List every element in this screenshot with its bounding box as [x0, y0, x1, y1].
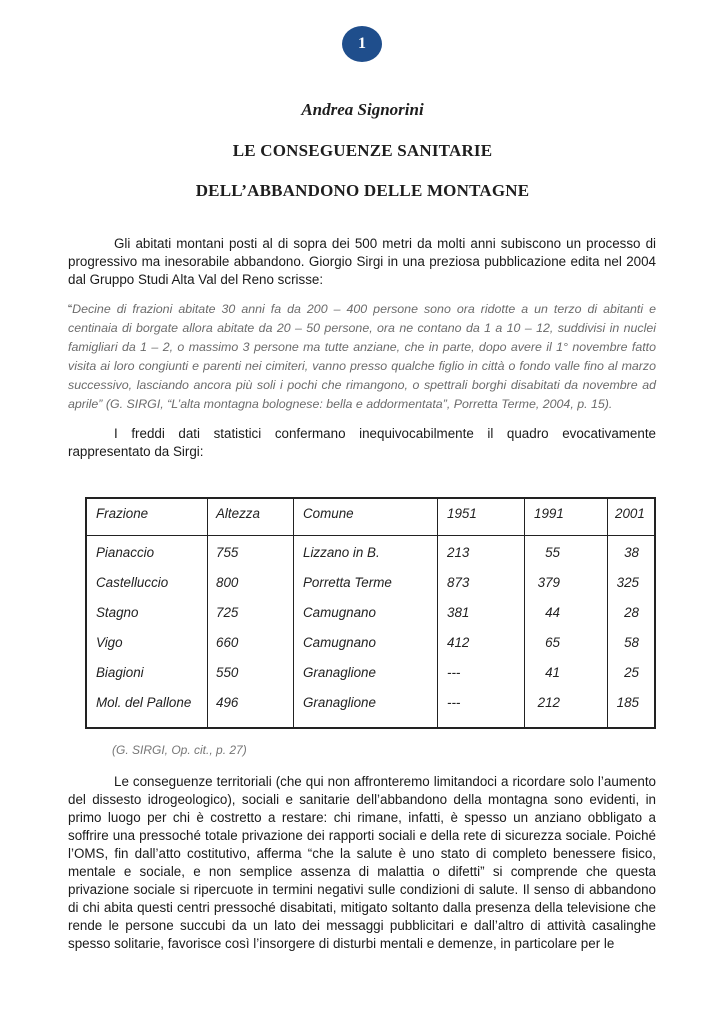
cell-comune: Granaglione — [303, 665, 376, 680]
sirgi-quote — [68, 300, 656, 414]
cell-frazione: Vigo — [96, 635, 123, 650]
cell-1951: --- — [447, 695, 461, 710]
cell-1951: 873 — [447, 575, 470, 590]
cell-1951: 381 — [447, 605, 470, 620]
table-column-divider — [293, 499, 294, 727]
table-caption: (G. SIRGI, Op. cit., p. 27) — [112, 743, 247, 757]
cell-2001: 28 — [624, 605, 639, 620]
table-column-divider — [437, 499, 438, 727]
cell-frazione: Mol. del Pallone — [96, 695, 192, 710]
cell-2001: 58 — [624, 635, 639, 650]
cell-2001: 185 — [616, 695, 639, 710]
cell-altezza: 496 — [216, 695, 239, 710]
table-column-divider — [607, 499, 608, 727]
cell-1991: 41 — [545, 665, 560, 680]
intro-paragraph: Gli abitati montani posti al di sopra dei 500 metri da molti anni subiscono un processo di progressivo ma inesorabile abbandono. Giorgio Sirgi in una preziosa pubblicazione edita nel 2004 dal Gruppo Studi Alta Val del Reno scrisse: — [68, 236, 656, 287]
cell-comune: Lizzano in B. — [303, 545, 380, 560]
cell-1991: 44 — [545, 605, 560, 620]
cell-1951: --- — [447, 665, 461, 680]
cell-frazione: Castelluccio — [96, 575, 169, 590]
cell-2001: 25 — [624, 665, 639, 680]
cell-comune: Porretta Terme — [303, 575, 392, 590]
cell-comune: Camugnano — [303, 605, 376, 620]
quote-mark: “ — [68, 302, 73, 316]
cell-1991: 65 — [545, 635, 560, 650]
header-1991: 1991 — [534, 506, 564, 521]
cell-altezza: 660 — [216, 635, 239, 650]
cell-1951: 213 — [447, 545, 470, 560]
cell-frazione: Pianaccio — [96, 545, 155, 560]
table-header-divider — [87, 535, 654, 536]
cell-2001: 38 — [624, 545, 639, 560]
header-1951: 1951 — [447, 506, 477, 521]
table-column-divider — [524, 499, 525, 727]
header-altezza: Altezza — [216, 506, 260, 521]
header-comune: Comune — [303, 506, 354, 521]
cell-comune: Granaglione — [303, 695, 376, 710]
title-line-1: LE CONSEGUENZE SANITARIE — [232, 141, 493, 160]
cell-altezza: 800 — [216, 575, 239, 590]
cell-1951: 412 — [447, 635, 470, 650]
cell-1991: 55 — [545, 545, 560, 560]
cell-comune: Camugnano — [303, 635, 376, 650]
header-frazione: Frazione — [96, 506, 149, 521]
author-name: Andrea Signorini — [301, 100, 424, 119]
quote-text: Decine di frazioni abitate 30 anni fa da 200 – 400 persone sono ora ridotte a un terzo di abitanti e centinaia di borgate allora abitate da 20 – 50 persone, ora ne contano da 1 a 10 – 12, suddivisi in nuclei famigliari da 1 – 2, o massimo 3 persone ma tutte anziane, che in parte, dopo avere il 1° novembre fatto visita ai loro congiunti e parenti nei cimiteri, vanno presso qualche figlio in città o fondo valle fino al marzo successivo, lasciando ancora più soli i pochi che rimangono, o spettrali borghi disabitati da novembre ad aprile” (G. SIRGI, “L’alta montagna bolognese: bella e addormentata”, Porretta Terme, 2004, p. 15). — [68, 302, 656, 411]
page-number-badge: 1 — [342, 26, 382, 62]
cell-frazione: Stagno — [96, 605, 139, 620]
header-2001: 2001 — [615, 506, 645, 521]
cell-altezza: 755 — [216, 545, 239, 560]
title-line-2: DELL’ABBANDONO DELLE MONTAGNE — [195, 181, 530, 200]
table-column-divider — [207, 499, 208, 727]
cell-altezza: 550 — [216, 665, 239, 680]
cell-2001: 325 — [616, 575, 639, 590]
consequences-paragraph: Le conseguenze territoriali (che qui non affronteremo limitandoci a ricordare solo l’aumento del dissesto idrogeologico), sociali e sanitarie dell’abbandono della montagna sono evidenti, in primo luogo per chi è costretto a restare: chi rimane, infatti, è spesso un anziano obbligato a soffrire una pressoché totale privazione dei rapporti sociali e della rete di sicurezza sociale. Poiché l’OMS, fin dall’atto costitutivo, afferma “che la salute è uno stato di completo benessere fisico, mentale e sociale, e non semplice assenza di malattia o difetti” si comprende che questa privazione sociale si ripercuote in termini negativi sulle condizioni di salute. Il senso di abbandono di chi abita questi centri pressoché disabitati, mitigato soltanto dalla presenza della televisione che rende le persone succubi da un lato dei messaggi pubblicitari e dall’altro di attività casalinghe spesso solitarie, favorisce così l’insorgere di disturbi mentali e demenze, in particolare per le — [68, 774, 656, 951]
cell-altezza: 725 — [216, 605, 239, 620]
cell-1991: 379 — [537, 575, 560, 590]
population-table — [85, 497, 656, 729]
statistics-paragraph: I freddi dati statistici confermano inequivocabilmente il quadro evocativamente rappresentato da Sirgi: — [68, 426, 656, 459]
cell-1991: 212 — [537, 695, 560, 710]
cell-frazione: Biagioni — [96, 665, 144, 680]
